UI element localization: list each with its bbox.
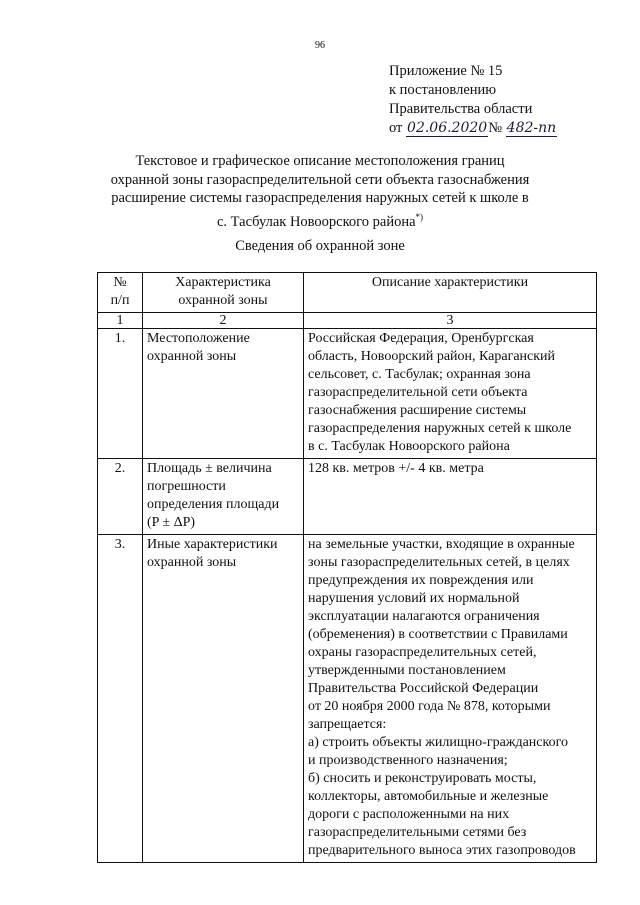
handwritten-date: 02.06.2020 (407, 120, 488, 136)
desc-line: коллекторы, автомобильные и железные (308, 789, 549, 804)
desc-line: эксплуатации налагаются ограничения (308, 609, 540, 624)
title-line-3: расширение системы газораспределения наружных сетей к школе в (111, 190, 529, 206)
desc-line: нарушения условий их нормальной (308, 591, 520, 606)
index-cell: 2 (143, 313, 304, 329)
header-num-line-1: № (113, 275, 127, 290)
desc-line: от 20 ноября 2000 года № 878, которыми (308, 699, 551, 714)
table-row (98, 329, 597, 459)
header-characteristic (143, 273, 304, 313)
desc-line: 128 кв. метров +/- 4 кв. метра (308, 461, 484, 476)
appendix-line-1: Приложение № 15 (389, 63, 503, 79)
table-row (98, 535, 597, 863)
desc-line: область, Новоорский район, Караганский (308, 349, 556, 364)
page-number: 96 (315, 40, 325, 51)
row-number: 3. (98, 535, 143, 863)
desc-line: газораспределения наружных сетей к школе (308, 421, 572, 436)
protection-zone-table (97, 272, 597, 863)
desc-line: газораспределительными сетями без (308, 825, 527, 840)
table-index-row (98, 313, 597, 329)
appendix-block (389, 62, 557, 138)
char-line: охранной зоны (147, 555, 237, 570)
row-description (304, 535, 597, 863)
desc-line: дороги с расположенными на них (308, 807, 510, 822)
char-line: погрешности (147, 479, 226, 494)
header-num-line-2: п/п (110, 293, 130, 308)
title-line-1: Текстовое и графическое описание местоположения границ (135, 153, 505, 169)
row-description (304, 459, 597, 535)
row-characteristic (143, 329, 304, 459)
desc-line: утвержденными постановлением (308, 663, 506, 678)
header-num (98, 273, 143, 313)
header-char-line-1: Характеристика (175, 275, 271, 290)
desc-line: газоснабжения расширение системы (308, 403, 527, 418)
row-number: 1. (98, 329, 143, 459)
desc-line: а) строить объекты жилищно-гражданского (308, 735, 568, 750)
desc-line: сельсовет, с. Тасбулак; охранная зона (308, 367, 531, 382)
char-line: Иные характеристики (147, 537, 278, 552)
desc-line: Правительства Российской Федерации (308, 681, 539, 696)
index-cell: 3 (304, 313, 597, 329)
desc-line: запрещается: (308, 717, 387, 732)
header-char-line-2: охранной зоны (178, 293, 268, 308)
document-title (60, 152, 580, 231)
title-line-2: охранной зоны газораспределительной сети объекта газоснабжения (110, 171, 530, 188)
appendix-line-2: к постановлению (389, 82, 497, 98)
handwritten-number: 482-пп (506, 120, 557, 136)
date-prefix: от (389, 120, 403, 136)
number-prefix: № (488, 120, 503, 136)
row-number: 2. (98, 459, 143, 535)
desc-line: охраны газораспределительных сетей, (308, 645, 537, 660)
table-row (98, 459, 597, 535)
desc-line: газораспределительной сети объекта (308, 385, 528, 400)
header-description: Описание характеристики (304, 273, 597, 313)
char-line: Местоположение (147, 331, 250, 346)
desc-line: Российская Федерация, Оренбургская (308, 331, 534, 346)
desc-line: на земельные участки, входящие в охранные (308, 537, 575, 552)
row-description (304, 329, 597, 459)
footnote-mark: *) (415, 211, 424, 222)
section-subtitle: Сведения об охранной зоне (235, 238, 405, 254)
desc-line: зоны газораспределительных сетей, в целях (308, 555, 570, 570)
desc-line: предварительного выноса этих газопроводов (308, 843, 576, 858)
desc-line: в с. Тасбулак Новоорского района (308, 439, 510, 454)
desc-line: предупреждения их повреждения или (308, 573, 534, 588)
appendix-date-line (389, 119, 557, 138)
title-line-4-text: с. Тасбулак Новоорского района (216, 213, 416, 230)
appendix-line-3: Правительства области (389, 101, 533, 117)
table-header-row (98, 273, 597, 313)
row-characteristic (143, 535, 304, 863)
char-line: (P ± ΔP) (147, 515, 196, 530)
row-characteristic (143, 459, 304, 535)
char-line: Площадь ± величина (147, 461, 272, 476)
desc-line: и производственного назначения; (308, 753, 508, 768)
title-line-4 (60, 208, 580, 231)
desc-line: б) сносить и реконструировать мосты, (308, 771, 537, 786)
char-line: определения площади (147, 497, 280, 512)
char-line: охранной зоны (147, 349, 237, 364)
index-cell: 1 (98, 313, 143, 329)
desc-line: (обременения) в соответствии с Правилами (308, 627, 568, 642)
